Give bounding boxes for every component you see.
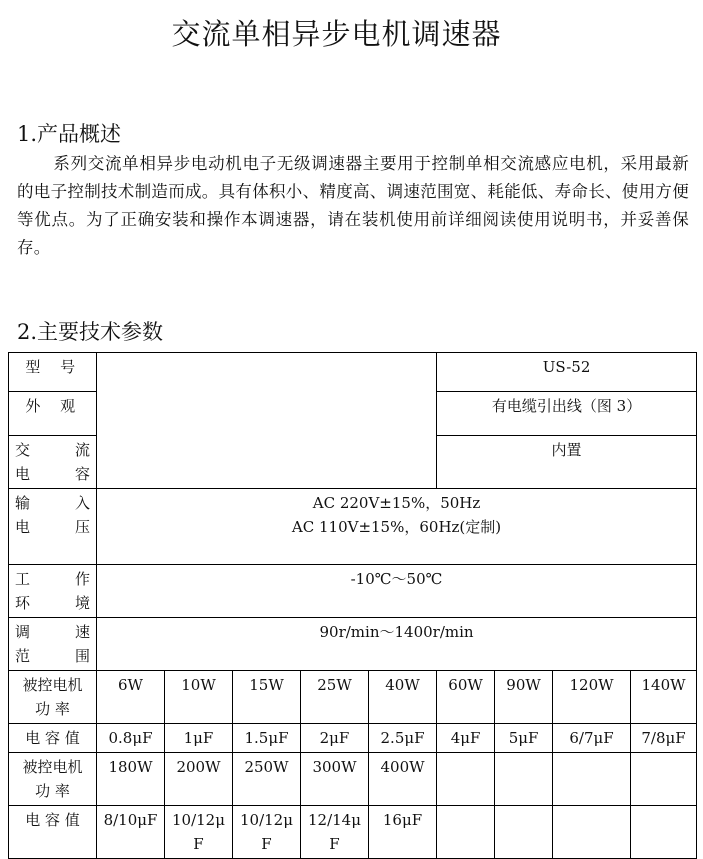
motor-power-label-line: 被控电机 xyxy=(22,676,83,694)
environment-label xyxy=(9,565,97,618)
power-cell: 10W xyxy=(165,671,233,724)
capacitor-label xyxy=(9,436,97,489)
empty-cell xyxy=(495,753,553,806)
capacitor-label-char: 流 xyxy=(74,441,90,459)
section-heading-specs: 2.主要技术参数 xyxy=(17,320,164,344)
power-cell: 60W xyxy=(437,671,495,724)
speed-range-label-char: 围 xyxy=(74,647,90,665)
power-cell: 140W xyxy=(631,671,697,724)
power-cell: 250W xyxy=(233,753,301,806)
capacitor-label-char: 交 xyxy=(15,441,31,459)
input-voltage-value xyxy=(97,489,697,565)
capacitance-cell: 8/10μF xyxy=(97,806,165,859)
capacitance-label: 电 容 值 xyxy=(9,724,97,753)
spec-row-input-voltage xyxy=(9,489,697,565)
capacitance-cell: 2.5μF xyxy=(369,724,437,753)
power-cell: 120W xyxy=(553,671,631,724)
empty-cell xyxy=(553,753,631,806)
appearance-value: 有电缆引出线（图 3） xyxy=(437,392,697,436)
overview-paragraph xyxy=(17,150,689,262)
motor-power-label-line: 被控电机 xyxy=(22,758,83,776)
power-cell: 300W xyxy=(301,753,369,806)
spec-row-speed-range xyxy=(9,618,697,671)
section-heading-overview: 1.产品概述 xyxy=(17,122,122,146)
power-cell: 6W xyxy=(97,671,165,724)
power-cell: 180W xyxy=(97,753,165,806)
capacitance-cell: 6/7μF xyxy=(553,724,631,753)
input-voltage-label-char: 入 xyxy=(74,494,90,512)
speed-range-label-char: 范 xyxy=(15,647,31,665)
overview-text: 系列交流单相异步电动机电子无级调速器主要用于控制单相交流感应电机，采用最新的电子控制技术制造而成。具有体积小、精度高、调速范围宽、耗能低、寿命长、使用方便等优点。为了正确安装和操作本调速器，请在装机使用前详细阅读使用说明书，并妥善保存。 xyxy=(17,154,689,257)
capacitance-cell: 1.5μF xyxy=(233,724,301,753)
motor-power-label-line: 功 率 xyxy=(35,782,70,800)
power-cell: 90W xyxy=(495,671,553,724)
empty-cell xyxy=(631,753,697,806)
power-cell: 40W xyxy=(369,671,437,724)
spec-table xyxy=(8,352,697,859)
spec-row-power-1 xyxy=(9,671,697,724)
capacitance-cell: 2μF xyxy=(301,724,369,753)
capacitance-cell: 10/12μF xyxy=(233,806,301,859)
capacitance-cell: 16μF xyxy=(369,806,437,859)
speed-range-label xyxy=(9,618,97,671)
speed-range-value: 90r/min～1400r/min xyxy=(97,618,697,671)
capacitor-label-char: 电 xyxy=(15,465,31,483)
product-image-area xyxy=(97,353,437,489)
power-cell: 400W xyxy=(369,753,437,806)
power-cell: 25W xyxy=(301,671,369,724)
capacitor-value: 内置 xyxy=(437,436,697,489)
spec-row-capacitance-1 xyxy=(9,724,697,753)
capacitance-cell: 1μF xyxy=(165,724,233,753)
environment-label-char: 工 xyxy=(15,570,31,588)
motor-power-label xyxy=(9,671,97,724)
empty-cell xyxy=(553,806,631,859)
motor-power-label xyxy=(9,753,97,806)
power-cell: 15W xyxy=(233,671,301,724)
capacitor-label-char: 容 xyxy=(74,465,90,483)
input-voltage-label-char: 输 xyxy=(15,494,31,512)
spec-row-environment xyxy=(9,565,697,618)
speed-range-label-char: 速 xyxy=(74,623,90,641)
environment-value: -10℃～50℃ xyxy=(97,565,697,618)
input-voltage-label xyxy=(9,489,97,565)
power-cell: 200W xyxy=(165,753,233,806)
motor-power-label-line: 功 率 xyxy=(35,700,70,718)
model-label: 型 号 xyxy=(9,353,97,392)
empty-cell xyxy=(437,806,495,859)
capacitance-label: 电 容 值 xyxy=(9,806,97,859)
capacitance-cell: 5μF xyxy=(495,724,553,753)
capacitance-cell: 4μF xyxy=(437,724,495,753)
empty-cell xyxy=(437,753,495,806)
spec-row-capacitance-2 xyxy=(9,806,697,859)
spec-row-power-2 xyxy=(9,753,697,806)
environment-label-char: 环 xyxy=(15,594,31,612)
input-voltage-110: AC 110V±15%，60Hz(定制) xyxy=(291,518,502,536)
capacitance-cell: 10/12μF xyxy=(165,806,233,859)
speed-range-label-char: 调 xyxy=(15,623,31,641)
empty-cell xyxy=(631,806,697,859)
empty-cell xyxy=(495,806,553,859)
document-title: 交流单相异步电机调速器 xyxy=(171,17,502,51)
capacitance-cell: 0.8μF xyxy=(97,724,165,753)
model-value: US-52 xyxy=(437,353,697,392)
environment-label-char: 境 xyxy=(74,594,90,612)
environment-label-char: 作 xyxy=(74,570,90,588)
capacitance-cell: 12/14μF xyxy=(301,806,369,859)
spec-row-model xyxy=(9,353,697,392)
appearance-label: 外 观 xyxy=(9,392,97,436)
input-voltage-label-char: 压 xyxy=(74,518,90,536)
input-voltage-label-char: 电 xyxy=(15,518,31,536)
input-voltage-220: AC 220V±15%，50Hz xyxy=(312,494,481,512)
capacitance-cell: 7/8μF xyxy=(631,724,697,753)
